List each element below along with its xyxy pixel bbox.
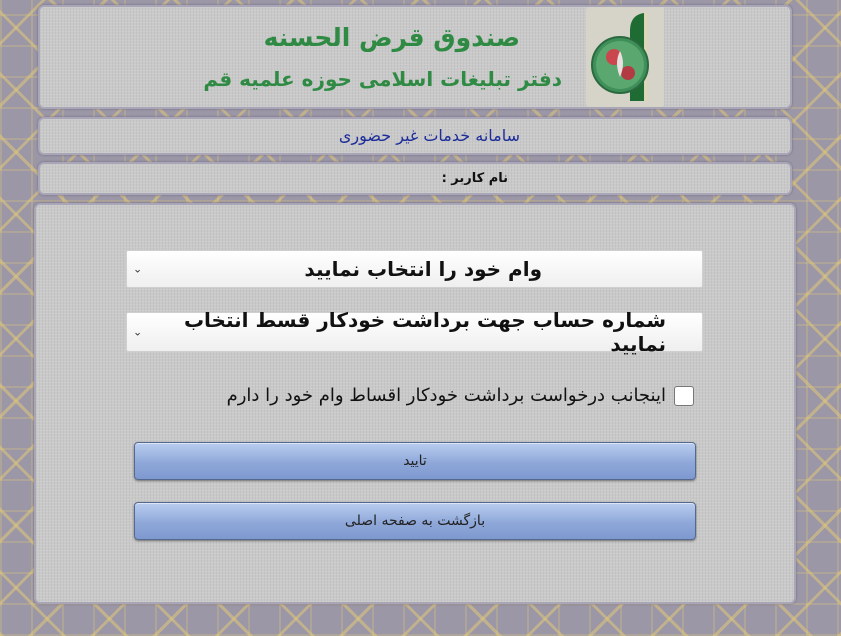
back-to-home-button[interactable]: بازگشت به صفحه اصلی xyxy=(134,502,696,540)
page-title: صندوق قرض الحسنه xyxy=(263,23,520,52)
emblem-logo-icon xyxy=(584,7,666,107)
account-select-value: شماره حساب جهت برداشت خودکار قسط انتخاب نمایید xyxy=(183,308,666,356)
chevron-down-icon: ⌄ xyxy=(133,262,143,276)
confirm-button[interactable]: تایید xyxy=(134,442,696,480)
loan-select-value: وام خود را انتخاب نمایید xyxy=(304,257,542,281)
consent-label: اینجانب درخواست برداشت خودکار اقساط وام خود را دارم xyxy=(226,385,666,406)
service-title: سامانه خدمات غیر حضوری xyxy=(338,126,520,145)
username-label: نام کاربر : xyxy=(441,171,508,186)
page-subtitle: دفتر تبلیغات اسلامی حوزه علمیه قم xyxy=(203,67,562,91)
chevron-down-icon: ⌄ xyxy=(133,325,143,339)
loan-form-panel xyxy=(34,203,796,604)
consent-checkbox[interactable] xyxy=(674,386,694,406)
account-select[interactable] xyxy=(126,308,703,356)
header-panel xyxy=(38,5,792,109)
service-banner xyxy=(38,117,792,155)
consent-row xyxy=(227,385,694,406)
user-bar xyxy=(38,162,792,195)
loan-select[interactable] xyxy=(126,250,703,288)
